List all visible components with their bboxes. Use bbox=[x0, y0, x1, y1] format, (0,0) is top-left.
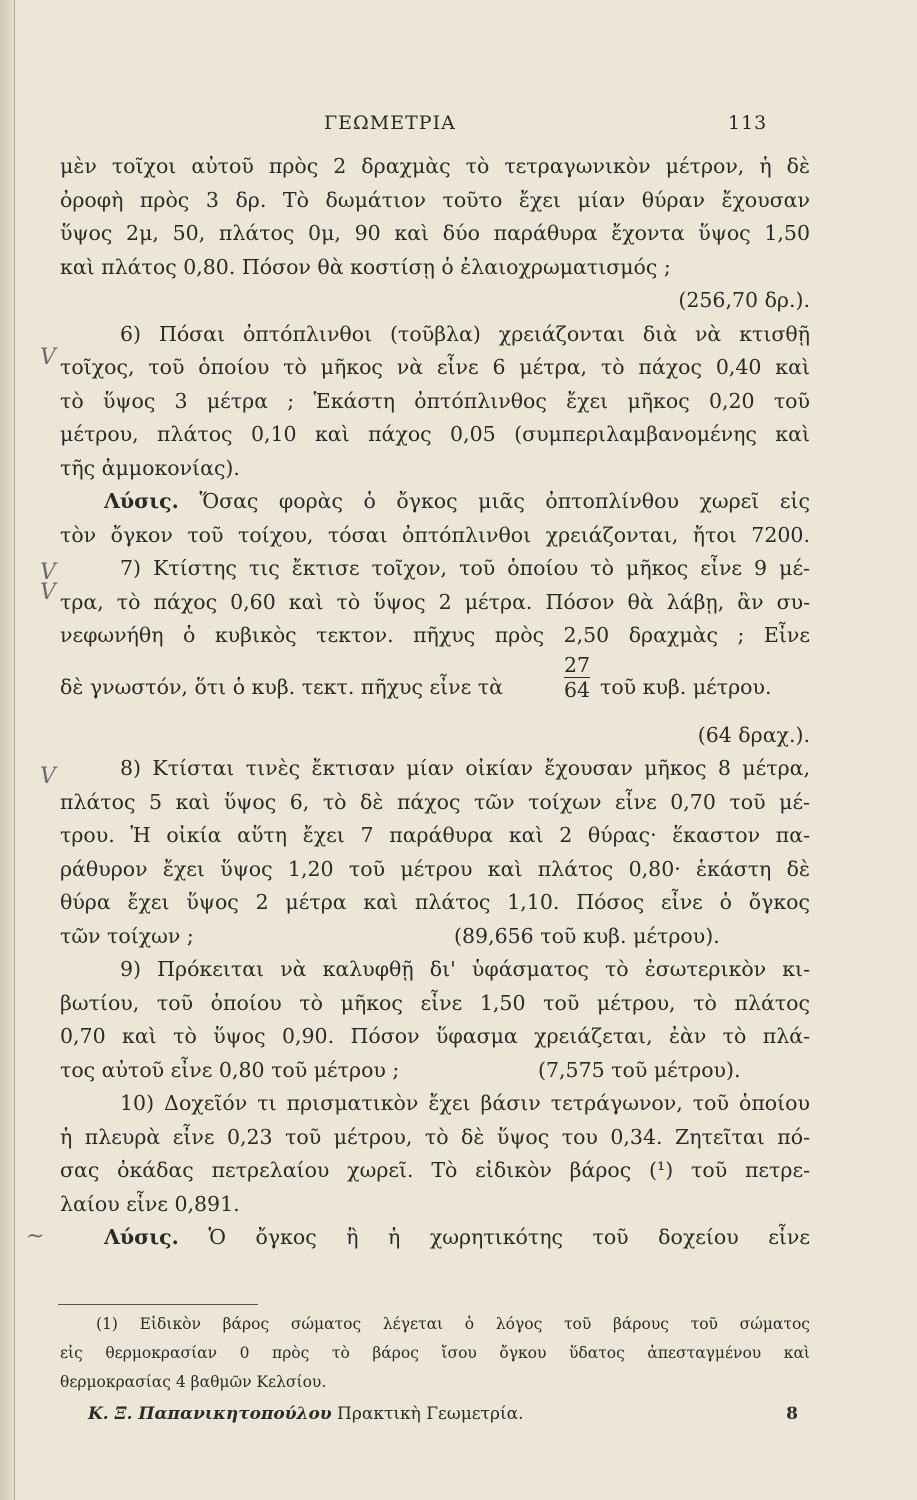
problem-8-line: 8) Κτίσται τινὲς ἔκτισαν μίαν οἰκίαν ἔχουσαν μῆκος 8 μέτρα, bbox=[120, 756, 810, 780]
answer-text: (89,656 τοῦ κυβ. μέτρου). bbox=[454, 923, 720, 948]
signature-mark: 8 bbox=[786, 1404, 798, 1424]
margin-mark: V bbox=[40, 345, 56, 370]
text-line: τρου. Ἡ οἰκία αὕτη ἔχει 7 παράθυρα καὶ 2 θύρας· ἕκαστον πα- bbox=[60, 823, 810, 847]
fraction-numerator: 27 bbox=[564, 652, 591, 677]
solution-line bbox=[60, 485, 810, 519]
fraction-line bbox=[60, 653, 810, 705]
answer-text: (64 δραχ.). bbox=[697, 722, 810, 747]
problem-10-line: 10) Δοχεῖόν τι πρισματικὸν ἔχει βάσιν τετράγωνον, τοῦ ὁποίου bbox=[120, 1091, 810, 1115]
fraction-denominator: 64 bbox=[564, 677, 591, 702]
text-segment: δὲ γνωστόν, ὅτι ὁ κυβ. τεκτ. πῆχυς εἶνε τὰ bbox=[60, 674, 503, 699]
text-line: σας ὀκάδας πετρελαίου χωρεῖ. Τὸ εἰδικὸν βάρος (¹) τοῦ πετρε- bbox=[60, 1158, 810, 1182]
problem-7-line: 7) Κτίστης τις ἔκτισε τοῖχον, τοῦ ὁποίου τὸ μῆκος εἶνε 9 μέ- bbox=[120, 556, 810, 580]
text-segment: τῶν τοίχων ; bbox=[60, 923, 194, 948]
problem-9-line: 9) Πρόκειται νὰ καλυφθῇ δι' ὑφάσματος τὸ ἐσωτερικὸν κι- bbox=[120, 957, 810, 981]
signature-author: Κ. Ξ. Παπανικητοπούλου bbox=[88, 1404, 332, 1424]
footnote bbox=[60, 1310, 810, 1397]
text-line: ὕψος 2μ, 50, πλάτος 0μ, 90 καὶ δύο παράθυρα ἔχοντα ὕψος 1,50 bbox=[60, 221, 810, 245]
text-line bbox=[60, 920, 810, 954]
text-line: πλάτος 5 καὶ ὕψος 6, τὸ δὲ πάχος τῶν τοίχων εἶνε 0,70 τοῦ μέ- bbox=[60, 789, 810, 814]
margin-mark: ~ bbox=[26, 1224, 45, 1249]
text-line: ράθυρον ἔχει ὕψος 1,20 τοῦ μέτρου καὶ πλάτος 0,80· ἑκάστη δὲ bbox=[60, 856, 810, 881]
text-segment: τοῦ κυβ. μέτρου. bbox=[600, 674, 772, 699]
text-line: ὀροφὴ πρὸς 3 δρ. Τὸ δωμάτιον τοῦτο ἔχει μίαν θύραν ἔχουσαν bbox=[60, 187, 810, 212]
text-line: τῆς ἀμμοκονίας). bbox=[60, 455, 240, 480]
text-line bbox=[60, 1054, 810, 1088]
footnote-line: (1) Εἰδικὸν βάρος σώματος λέγεται ὁ λόγος τοῦ βάρους τοῦ σώματος bbox=[96, 1315, 810, 1333]
text-line: μέτρου, πλάτος 0,10 καὶ πάχος 0,05 (συμπεριλαμβανομένης καὶ bbox=[60, 422, 810, 446]
footnote-rule bbox=[58, 1304, 258, 1305]
page-number: 113 bbox=[728, 112, 768, 134]
solution-label: Λύσις. bbox=[104, 489, 179, 513]
text-line: μὲν τοῖχοι αὐτοῦ πρὸς 2 δραχμὰς τὸ τετραγωνικὸν μέτρον, ἡ δὲ bbox=[60, 154, 810, 178]
running-header bbox=[60, 112, 810, 142]
text-line: νεφωνήθη ὁ κυβικὸς τεκτον. πῆχυς πρὸς 2,50 δραχμὰς ; Εἶνε bbox=[60, 623, 810, 647]
footnote-line: θερμοκρασίας 4 βαθμῶν Κελσίου. bbox=[60, 1373, 327, 1391]
text-line: τοῖχος, τοῦ ὁποίου τὸ μῆκος νὰ εἶνε 6 μέτρα, τὸ πάχος 0,40 καὶ bbox=[60, 355, 810, 379]
text-segment: τος αὐτοῦ εἶνε 0,80 τοῦ μέτρου ; bbox=[60, 1057, 400, 1082]
margin-mark: V bbox=[40, 580, 56, 605]
signature-book: Πρακτικὴ Γεωμετρία. bbox=[337, 1404, 524, 1424]
text-line: βωτίου, τοῦ ὁποίου τὸ μῆκος εἶνε 1,50 τοῦ μέτρου, τὸ πλάτος bbox=[60, 990, 810, 1015]
answer-text: (7,575 τοῦ μέτρου). bbox=[538, 1057, 741, 1082]
text-line: τὸν ὄγκον τοῦ τοίχου, τόσαι ὀπτόπλινθοι χρειάζονται, ἤτοι 7200. bbox=[60, 522, 810, 547]
text-line: τὸ ὕψος 3 μέτρα ; Ἑκάστη ὀπτόπλινθος ἔχει μῆκος 0,20 τοῦ bbox=[60, 388, 810, 413]
running-title: ΓΕΩΜΕΤΡΙΑ bbox=[324, 112, 456, 134]
footnote-line: εἰς θερμοκρασίαν 0 πρὸς τὸ βάρος ἴσου ὄγκου ὕδατος ἀπεσταγμένου καὶ bbox=[60, 1344, 810, 1362]
answer-line: (256,70 δρ.). bbox=[678, 288, 810, 312]
book-page bbox=[60, 0, 810, 1500]
answer-line bbox=[60, 719, 810, 753]
solution-text: Ὅσας φορὰς ὁ ὄγκος μιᾶς ὀπτοπλίνθου χωρεῖ εἰς bbox=[199, 489, 810, 513]
text-line: καὶ πλάτος 0,80. Πόσον θὰ κοστίσῃ ὁ ἐλαιοχρωματισμός ; bbox=[60, 254, 671, 279]
solution-label: Λύσις. bbox=[104, 1225, 179, 1249]
problem-6-line: 6) Πόσαι ὀπτόπλινθοι (τοῦβλα) χρειάζονται διὰ νὰ κτισθῇ bbox=[120, 321, 810, 346]
fraction bbox=[564, 653, 590, 702]
text-line: τρα, τὸ πάχος 0,60 καὶ τὸ ὕψος 2 μέτρα. Πόσον θὰ λάβῃ, ἂν συ- bbox=[60, 589, 810, 614]
margin-mark: V bbox=[40, 560, 56, 585]
text-line: λαίου εἶνε 0,891. bbox=[60, 1191, 240, 1216]
printer-signature bbox=[88, 1404, 808, 1424]
solution-text: Ὁ ὄγκος ἢ ἡ χωρητικότης τοῦ δοχείου εἶνε bbox=[208, 1225, 810, 1249]
text-line: θύρα ἔχει ὕψος 2 μέτρα καὶ πλάτος 1,10. Πόσος εἶνε ὁ ὄγκος bbox=[60, 890, 810, 914]
text-line: 0,70 καὶ τὸ ὕψος 0,90. Πόσον ὕφασμα χρειάζεται, ἐὰν τὸ πλά- bbox=[60, 1024, 810, 1048]
text-line: ἡ πλευρὰ εἶνε 0,23 τοῦ μέτρου, τὸ δὲ ὕψος του 0,34. Ζητεῖται πό- bbox=[60, 1124, 810, 1149]
page-edge bbox=[0, 0, 15, 1500]
margin-mark: V bbox=[40, 764, 56, 789]
solution-line bbox=[60, 1221, 810, 1255]
body-text bbox=[60, 150, 810, 1255]
